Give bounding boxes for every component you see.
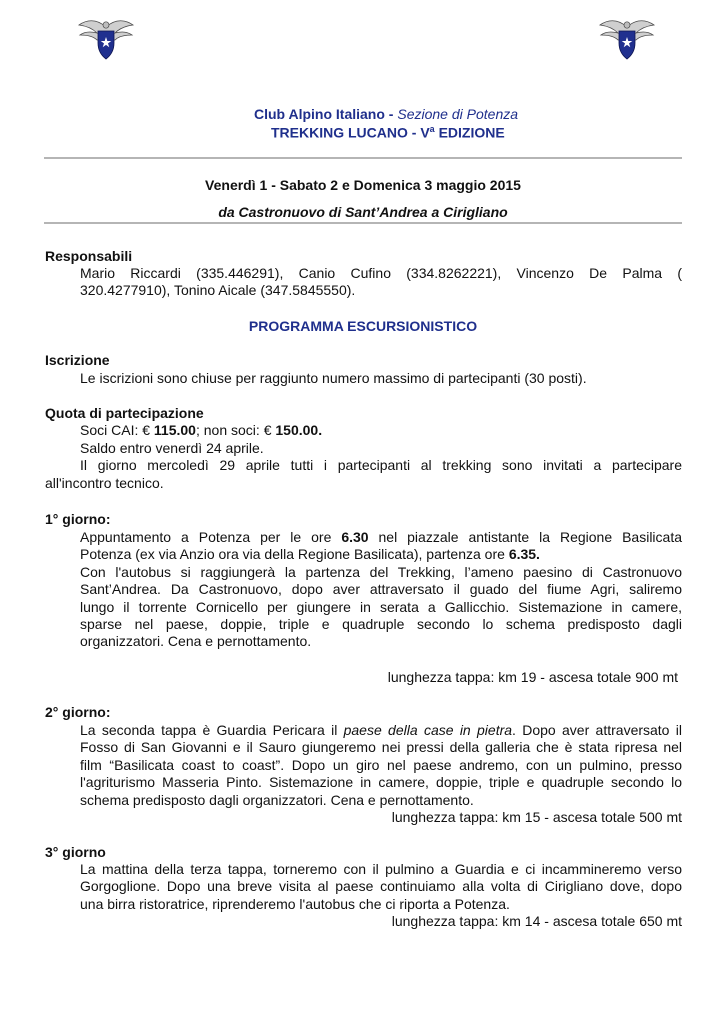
day2-line-2: Fosso di San Giovanni e il Sauro giungeremo nei pressi della galleria che è stata ripresa nel [80, 739, 682, 756]
soci-price: 115.00 [153, 422, 196, 438]
divider-bottom [44, 222, 682, 224]
day3-line-2: Gorgoglione. Dopo una breve visita al paese continuiamo alla volta di Cirigliano dove, dopo [80, 878, 682, 895]
iscrizione-heading: Iscrizione [45, 352, 110, 368]
iscrizione-line-1: Le iscrizioni sono chiuse per raggiunto numero massimo di partecipanti (30 posti). [80, 370, 587, 386]
day2-stats: lunghezza tappa: km 15 - ascesa totale 500 mt [391, 809, 682, 825]
incontro-line-1: Il giorno mercoledì 29 aprile tutti i partecipanti al trekking sono invitati a partecipare [80, 457, 682, 473]
divider-top [44, 157, 682, 159]
soci-prefix: Soci CAI: € [80, 422, 154, 438]
day2-line-5: schema predisposto dagli organizzatori. Cena e pernottamento. [80, 791, 474, 808]
cai-logo-left-icon [78, 14, 134, 66]
event-title-suffix: EDIZIONE [434, 124, 505, 141]
day2-line-4: l'agriturismo Masseria Pinto. Sistemazione in camere, doppie, triple e quadruple secondo lo [80, 774, 682, 791]
day1-line-6: sparse nel paese, doppie, triple e quadruple secondo lo schema predisposto dagli [80, 616, 682, 633]
org-name: Club Alpino Italiano [254, 106, 385, 122]
day1-line-3: Con l'autobus si raggiungerà la partenza del Trekking, l’ameno paesino di Castronuovo [80, 563, 682, 580]
quota-incontro [80, 457, 682, 474]
day1-l1-time: 6.30 [341, 529, 369, 545]
day1-heading: 1° giorno: [45, 511, 111, 527]
day1-line-4: Sant’Andrea. Da Castronuovo, dopo aver attraversato il guado del fiume Agri, saliremo [80, 581, 682, 598]
event-title [271, 124, 505, 141]
day2-line-3: film “Basilicata coast to coast”. Dopo un giro nel paese andremo, con un pulmino, presso [80, 756, 682, 773]
day3-line-3: una birra ristoratrice, riprenderemo l'autobus che ci riporta a Potenza. [80, 895, 510, 912]
day2-l1-em: paese della case in pietra [343, 722, 513, 738]
quota-prices [80, 422, 322, 438]
quota-saldo: Saldo entro venerdì 24 aprile. [80, 440, 264, 456]
section-name: Sezione di Potenza [397, 106, 519, 122]
header-dash: - [384, 106, 398, 122]
day3-stats: lunghezza tappa: km 14 - ascesa totale 650 mt [391, 913, 682, 929]
day2-text [80, 722, 682, 809]
responsabili-line-1: Mario Riccardi (335.446291), Canio Cufino (334.8262221), Vincenzo De Palma ( [80, 265, 682, 281]
day2-l1-a: La seconda tappa è Guardia Pericara il [80, 722, 344, 738]
cai-logo-right-icon [599, 14, 655, 66]
day3-text [80, 861, 682, 913]
event-title-sup: a [429, 124, 435, 134]
day1-line-5: lungo il torrente Cornicello per giungere in serata a Gallicchio. Sistemazione in camere, [80, 598, 682, 615]
iscrizione-text [80, 370, 682, 387]
non-soci-prefix: ; non soci: € [195, 422, 276, 438]
day1-text [80, 529, 682, 651]
day1-l1-a: Appuntamento a Potenza per le ore [80, 529, 342, 545]
day1-line-1 [80, 529, 682, 546]
day3-line-1: La mattina della terza tappa, torneremo con il pulmino a Guardia e ci incammineremo verso [80, 861, 682, 877]
day1-stats: lunghezza tappa: km 19 - ascesa totale 900 mt [387, 669, 678, 685]
day1-l1-b: nel piazzale antistante la Regione Basilicata [368, 529, 682, 545]
event-title-prefix: TREKKING LUCANO - V [271, 124, 430, 141]
non-soci-price: 150.00. [275, 422, 323, 438]
event-route: da Castronuovo di Sant’Andrea a Cirigliano [218, 204, 508, 220]
day1-line-7: organizzatori. Cena e pernottamento. [80, 633, 312, 650]
day2-heading: 2° giorno: [45, 704, 111, 720]
event-dates: Venerdì 1 - Sabato 2 e Domenica 3 maggio 2015 [205, 177, 521, 193]
day2-line-1 [80, 722, 682, 739]
responsabili-line-2: 320.4277910), Tonino Aicale (347.5845550). [80, 282, 356, 299]
incontro-line-2: all'incontro tecnico. [45, 475, 164, 491]
day3-heading: 3° giorno [45, 844, 106, 860]
day1-line-2 [80, 546, 682, 563]
quota-heading: Quota di partecipazione [45, 405, 204, 421]
day1-l2-time: 6.35. [508, 546, 540, 563]
day1-l2-a: Potenza (ex via Anzio ora via della Regione Basilicata), partenza ore [80, 546, 509, 563]
program-title: PROGRAMMA ESCURSIONISTICO [248, 318, 478, 334]
responsabili-heading: Responsabili [45, 248, 133, 264]
responsabili-text [80, 265, 682, 300]
day2-l1-b: . Dopo aver attraversato il [512, 722, 682, 738]
header-line-1 [254, 106, 518, 122]
